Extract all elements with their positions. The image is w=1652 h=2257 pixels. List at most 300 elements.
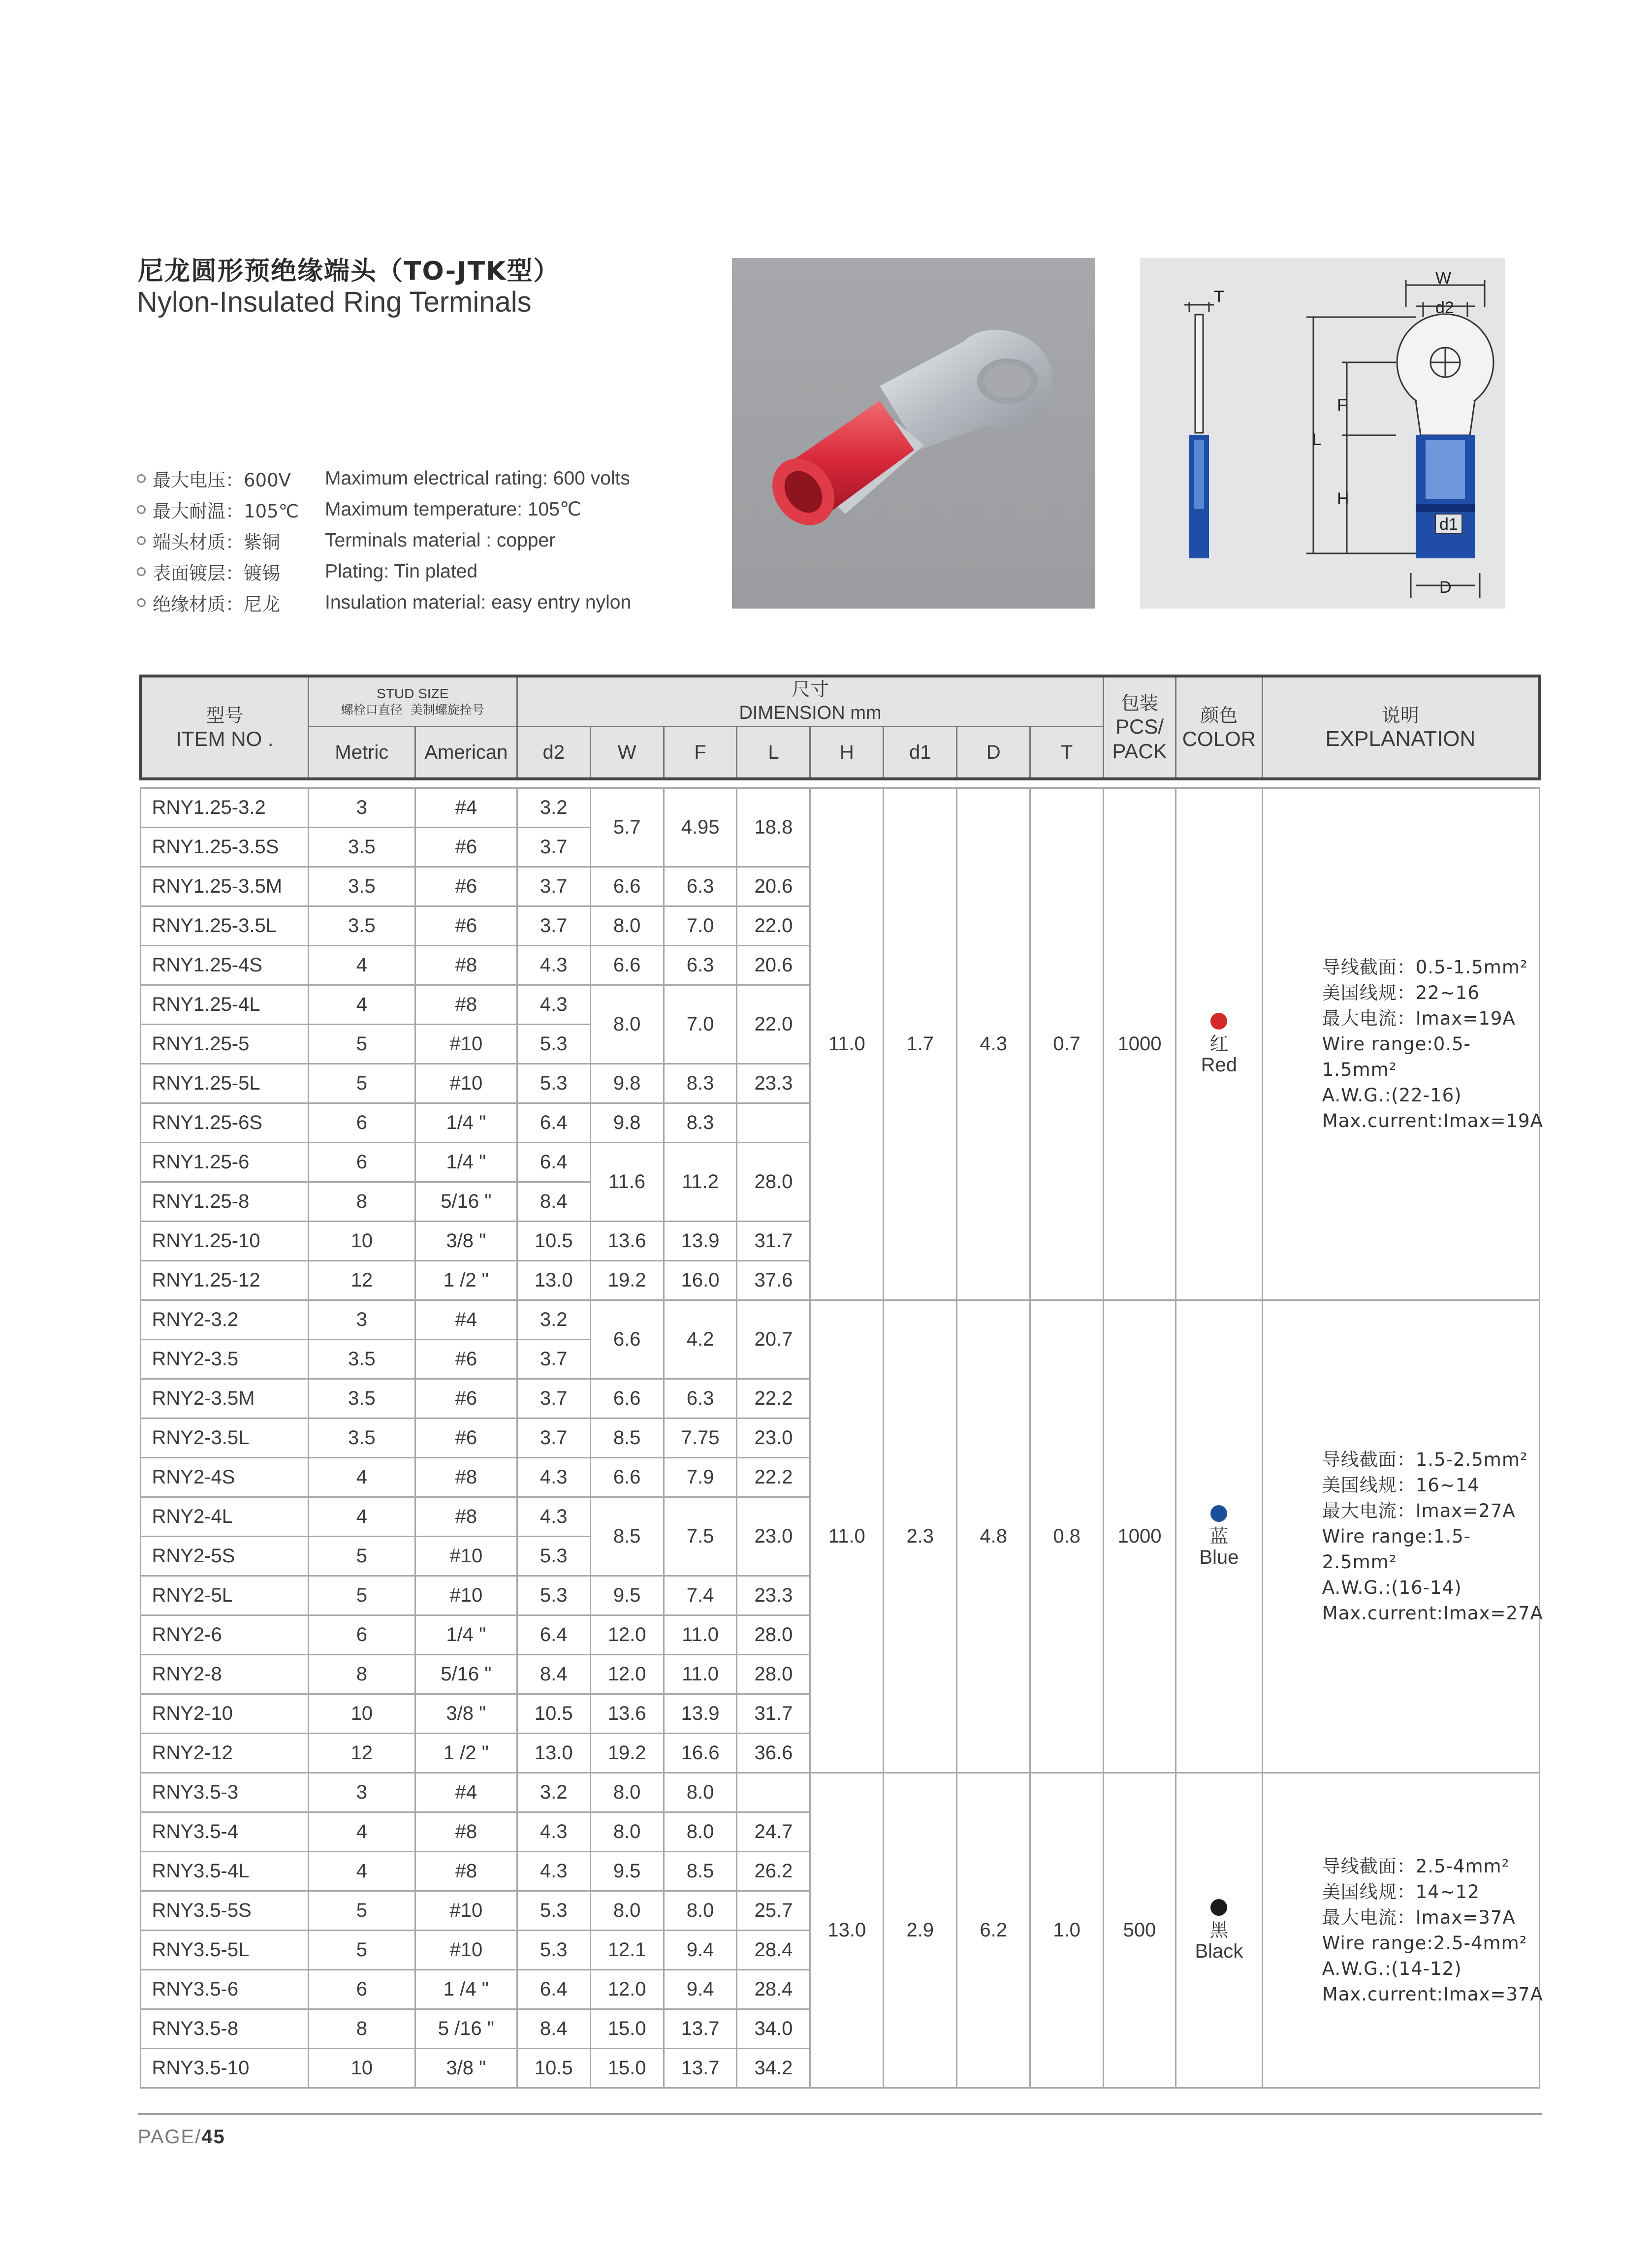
cell-metric: 3.5 (308, 1340, 415, 1379)
cell-W: 8.0 (590, 985, 664, 1064)
spec-item (137, 525, 718, 556)
product-photo (732, 258, 1095, 609)
header-L: L (737, 727, 810, 779)
cell-item: RNY1.25-10 (140, 1222, 308, 1261)
spec-cn: 表面镀层：镀锡 (153, 562, 280, 584)
cell-F: 9.4 (664, 1931, 737, 1970)
header-d2: d2 (517, 727, 590, 779)
terminal-dimension-diagram (1140, 258, 1505, 609)
cell-F: 8.0 (664, 1812, 737, 1852)
cell-W: 11.6 (590, 1143, 664, 1222)
cell-d2: 5.3 (517, 1064, 590, 1103)
cell-item: RNY1.25-3.2 (140, 788, 308, 828)
cell-L: 23.3 (737, 1576, 810, 1615)
cell-F: 7.9 (664, 1458, 737, 1497)
cell-american: #10 (415, 1576, 517, 1615)
cell-F: 8.5 (664, 1852, 737, 1891)
spec-cn: 最大电压：600V (153, 469, 291, 491)
cell-d2: 3.7 (517, 906, 590, 946)
cell-W: 15.0 (590, 2009, 664, 2049)
explanation-line: 导线截面：0.5-1.5mm² (1322, 956, 1528, 978)
spec-item (137, 556, 718, 587)
cell-F: 7.75 (664, 1419, 737, 1458)
cell-d2: 8.4 (517, 2009, 590, 2049)
cell-d1: 2.3 (884, 1300, 957, 1773)
label-D: D (1439, 578, 1452, 597)
cell-d2: 5.3 (517, 1537, 590, 1576)
cell-d2: 5.3 (517, 1025, 590, 1064)
cell-metric: 8 (308, 1182, 415, 1222)
cell-item: RNY3.5-3 (140, 1773, 308, 1812)
cell-metric: 6 (308, 1103, 415, 1143)
cell-L: 22.0 (737, 985, 810, 1064)
cell-item: RNY1.25-4L (140, 985, 308, 1025)
cell-item: RNY2-3.5M (140, 1379, 308, 1419)
header-dimension: 尺寸 DIMENSION mm (517, 676, 1103, 727)
cell-d1: 2.9 (884, 1773, 957, 2088)
cell-F: 16.0 (664, 1261, 737, 1300)
explanation-line: 美国线规：14~12 (1322, 1881, 1480, 1902)
cell-american: #8 (415, 946, 517, 985)
cell-item: RNY1.25-6 (140, 1143, 308, 1182)
bullet-icon (137, 598, 146, 607)
cell-L: 28.0 (737, 1615, 810, 1655)
cell-d1: 1.7 (884, 788, 957, 1300)
spec-item (137, 494, 718, 525)
cell-metric: 4 (308, 946, 415, 985)
cell-F: 11.0 (664, 1615, 737, 1655)
cell-L: 22.0 (737, 906, 810, 946)
cell-american: #6 (415, 867, 517, 906)
cell-metric: 4 (308, 1852, 415, 1891)
spec-cn: 最大耐温：105℃ (153, 500, 299, 522)
cell-F: 6.3 (664, 867, 737, 906)
cell-item: RNY2-3.5L (140, 1419, 308, 1458)
cell-american: 1 /2 " (415, 1734, 517, 1773)
cell-W: 19.2 (590, 1261, 664, 1300)
cell-pack: 1000 (1104, 788, 1176, 1300)
explanation-line: 最大电流：Imax=19A (1322, 1007, 1516, 1029)
cell-W: 6.6 (590, 1300, 664, 1379)
cell-american: #8 (415, 985, 517, 1025)
cell-american: #6 (415, 1419, 517, 1458)
bullet-icon (137, 536, 146, 545)
cell-W: 9.8 (590, 1103, 664, 1143)
cell-item: RNY2-4L (140, 1497, 308, 1537)
cell-L: 36.6 (737, 1734, 810, 1773)
cell-F: 11.2 (664, 1143, 737, 1222)
cell-pack: 1000 (1104, 1300, 1176, 1773)
cell-color (1175, 788, 1262, 1300)
cell-d2: 13.0 (517, 1734, 590, 1773)
spec-en: Plating: Tin plated (325, 560, 478, 582)
cell-L: 34.0 (737, 2009, 810, 2049)
cell-metric: 4 (308, 1812, 415, 1852)
cell-metric: 10 (308, 1694, 415, 1734)
cell-W: 12.1 (590, 1931, 664, 1970)
cell-american: 5 /16 " (415, 2009, 517, 2049)
label-d1: d1 (1439, 515, 1458, 534)
cell-L: 22.2 (737, 1379, 810, 1419)
cell-american: #10 (415, 1064, 517, 1103)
cell-metric: 6 (308, 1970, 415, 2009)
header-item: 型号 ITEM NO . (140, 676, 308, 779)
explanation-line: Wire range:0.5-1.5mm² (1322, 1033, 1471, 1080)
cell-american: 1/4 " (415, 1143, 517, 1182)
cell-metric: 10 (308, 2049, 415, 2088)
explanation-line: 导线截面：1.5-2.5mm² (1322, 1449, 1528, 1470)
cell-metric: 12 (308, 1734, 415, 1773)
cell-L: 28.4 (737, 1970, 810, 2009)
cell-T: 0.7 (1030, 788, 1104, 1300)
cell-item: RNY1.25-8 (140, 1182, 308, 1222)
cell-F: 7.0 (664, 906, 737, 946)
label-F: F (1337, 396, 1347, 415)
cell-F: 13.9 (664, 1222, 737, 1261)
spec-list (137, 463, 718, 618)
cell-T: 0.8 (1030, 1300, 1104, 1773)
cell-L: 23.0 (737, 1419, 810, 1458)
page-title-en: Nylon-Insulated Ring Terminals (137, 286, 532, 318)
cell-item: RNY1.25-3.5L (140, 906, 308, 946)
cell-L: 18.8 (737, 788, 810, 867)
header-H: H (810, 727, 884, 779)
cell-item: RNY1.25-3.5S (140, 828, 308, 867)
explanation-line: Max.current:Imax=27A (1322, 1602, 1543, 1624)
cell-american: #6 (415, 906, 517, 946)
cell-american: #8 (415, 1852, 517, 1891)
cell-item: RNY1.25-4S (140, 946, 308, 985)
cell-d2: 4.3 (517, 946, 590, 985)
cell-d2: 3.7 (517, 828, 590, 867)
color-en: Red (1201, 1054, 1238, 1076)
table-row (140, 1773, 1539, 1812)
cell-metric: 8 (308, 2009, 415, 2049)
spec-table (139, 675, 1541, 2089)
explanation-line: Max.current:Imax=19A (1322, 1110, 1543, 1131)
cell-american: 1 /4 " (415, 1970, 517, 2009)
cell-F: 16.6 (664, 1734, 737, 1773)
cell-american: #10 (415, 1537, 517, 1576)
cell-d2: 3.2 (517, 1300, 590, 1340)
cell-d2: 6.4 (517, 1143, 590, 1182)
cell-d2: 6.4 (517, 1615, 590, 1655)
cell-F: 7.0 (664, 985, 737, 1064)
color-dot-icon (1210, 1013, 1227, 1030)
cell-american: #10 (415, 1931, 517, 1970)
cell-L: 31.7 (737, 1222, 810, 1261)
cell-metric: 3.5 (308, 867, 415, 906)
cell-item: RNY2-8 (140, 1655, 308, 1694)
cell-item: RNY2-12 (140, 1734, 308, 1773)
cell-L: 23.3 (737, 1064, 810, 1103)
cell-metric: 5 (308, 1064, 415, 1103)
cell-L: 37.6 (737, 1261, 810, 1300)
label-T: T (1214, 288, 1224, 306)
cell-F: 6.3 (664, 1379, 737, 1419)
cell-metric: 3 (308, 788, 415, 828)
cell-metric: 10 (308, 1222, 415, 1261)
ring-terminal-photo (732, 258, 1095, 609)
cell-L: 26.2 (737, 1852, 810, 1891)
cell-W: 8.0 (590, 1773, 664, 1812)
cell-item: RNY2-6 (140, 1615, 308, 1655)
cell-d2: 3.7 (517, 1340, 590, 1379)
cell-metric: 4 (308, 1497, 415, 1537)
cell-W: 6.6 (590, 1379, 664, 1419)
cell-D: 4.8 (957, 1300, 1030, 1773)
cell-d2: 3.7 (517, 1379, 590, 1419)
cell-L: 23.0 (737, 1497, 810, 1576)
cell-W: 9.5 (590, 1852, 664, 1891)
cell-W: 12.0 (590, 1655, 664, 1694)
cell-d2: 4.3 (517, 1812, 590, 1852)
label-L: L (1312, 430, 1322, 449)
explanation-line: Wire range:2.5-4mm² (1322, 1932, 1527, 1954)
cell-explanation (1262, 1300, 1543, 1773)
color-cn: 黑 (1209, 1919, 1229, 1941)
table-row (140, 788, 1539, 828)
cell-L: 20.6 (737, 867, 810, 906)
cell-d2: 8.4 (517, 1655, 590, 1694)
cell-item: RNY1.25-3.5M (140, 867, 308, 906)
cell-F: 7.5 (664, 1497, 737, 1576)
table-header (140, 676, 1539, 779)
cell-metric: 5 (308, 1576, 415, 1615)
cell-W: 19.2 (590, 1734, 664, 1773)
cell-d2: 4.3 (517, 1852, 590, 1891)
cell-item: RNY3.5-4L (140, 1852, 308, 1891)
cell-F: 4.2 (664, 1300, 737, 1379)
cell-L: 31.7 (737, 1694, 810, 1734)
cell-metric: 3 (308, 1773, 415, 1812)
cell-american: 3/8 " (415, 1694, 517, 1734)
spec-cn: 绝缘材质：尼龙 (153, 593, 280, 615)
cell-W: 6.6 (590, 946, 664, 985)
cell-metric: 5 (308, 1891, 415, 1931)
cell-american: #4 (415, 1773, 517, 1812)
table-body (140, 788, 1543, 2088)
cell-item: RNY2-3.5 (140, 1340, 308, 1379)
cell-d2: 3.2 (517, 1773, 590, 1812)
cell-d2: 8.4 (517, 1182, 590, 1222)
bullet-icon (137, 474, 146, 483)
header-explanation: 说明 EXPLANATION (1262, 676, 1539, 779)
cell-L: 24.7 (737, 1812, 810, 1852)
footer-divider (138, 2113, 1542, 2115)
header-F: F (664, 727, 737, 779)
color-dot-icon (1210, 1505, 1227, 1522)
cell-d2: 13.0 (517, 1261, 590, 1300)
header-W: W (590, 727, 664, 779)
cell-metric: 12 (308, 1261, 415, 1300)
label-H: H (1337, 489, 1349, 508)
cell-L: 25.7 (737, 1891, 810, 1931)
cell-item: RNY2-10 (140, 1694, 308, 1734)
cell-american: #10 (415, 1025, 517, 1064)
header-color: 颜色 COLOR (1175, 676, 1262, 779)
label-W: W (1435, 269, 1452, 288)
cell-american: #4 (415, 1300, 517, 1340)
cell-american: #4 (415, 788, 517, 828)
cell-metric: 3 (308, 1300, 415, 1340)
cell-L: 28.4 (737, 1931, 810, 1970)
cell-W: 6.6 (590, 1458, 664, 1497)
cell-american: #6 (415, 828, 517, 867)
spec-en: Terminals material : copper (325, 529, 556, 551)
cell-W: 9.5 (590, 1576, 664, 1615)
cell-item: RNY1.25-6S (140, 1103, 308, 1143)
cell-d2: 4.3 (517, 1497, 590, 1537)
header-metric: Metric (308, 727, 415, 779)
cell-item: RNY1.25-5L (140, 1064, 308, 1103)
cell-item: RNY3.5-10 (140, 2049, 308, 2088)
cell-W: 8.5 (590, 1419, 664, 1458)
cell-H: 11.0 (810, 1300, 884, 1773)
cell-item: RNY2-5L (140, 1576, 308, 1615)
cell-d2: 3.7 (517, 1419, 590, 1458)
spec-en: Maximum temperature: 105℃ (325, 499, 581, 520)
explanation-line: A.W.G.:(16-14) (1322, 1577, 1462, 1598)
header-T: T (1030, 727, 1104, 779)
header-american: American (415, 727, 517, 779)
cell-american: 1 /2 " (415, 1261, 517, 1300)
explanation-line: 最大电流：Imax=27A (1322, 1500, 1516, 1521)
cell-metric: 5 (308, 1931, 415, 1970)
spec-item (137, 463, 718, 494)
cell-W: 12.0 (590, 1970, 664, 2009)
cell-item: RNY2-3.2 (140, 1300, 308, 1340)
cell-american: #8 (415, 1812, 517, 1852)
cell-d2: 4.3 (517, 1458, 590, 1497)
header-pack: 包装 PCS/ PACK (1104, 676, 1176, 779)
label-d2: d2 (1435, 298, 1454, 317)
cell-color (1175, 1773, 1262, 2088)
cell-metric: 5 (308, 1537, 415, 1576)
cell-F: 13.7 (664, 2009, 737, 2049)
cell-item: RNY2-5S (140, 1537, 308, 1576)
header-stud-size: STUD SIZE 螺栓口直径 美制螺旋拴号 (308, 676, 517, 727)
cell-L (737, 1103, 810, 1143)
cell-metric: 6 (308, 1143, 415, 1182)
cell-F: 13.9 (664, 1694, 737, 1734)
cell-W: 8.0 (590, 906, 664, 946)
cell-metric: 5 (308, 1025, 415, 1064)
cell-W: 6.6 (590, 867, 664, 906)
cell-metric: 4 (308, 985, 415, 1025)
color-cn: 蓝 (1209, 1525, 1229, 1547)
cell-W: 13.6 (590, 1694, 664, 1734)
cell-L: 34.2 (737, 2049, 810, 2088)
explanation-line: 美国线规：22~16 (1322, 982, 1480, 1003)
cell-item: RNY3.5-4 (140, 1812, 308, 1852)
cell-color (1175, 1300, 1262, 1773)
cell-explanation (1262, 788, 1543, 1300)
cell-W: 8.5 (590, 1497, 664, 1576)
cell-W: 15.0 (590, 2049, 664, 2088)
cell-american: 5/16 " (415, 1655, 517, 1694)
page-number: PAGE/45 (138, 2126, 225, 2148)
cell-american: 3/8 " (415, 1222, 517, 1261)
cell-F: 9.4 (664, 1970, 737, 2009)
spec-en: Insulation material: easy entry nylon (325, 591, 632, 613)
cell-L: 28.0 (737, 1143, 810, 1222)
explanation-line: Max.current:Imax=37A (1322, 1983, 1543, 2005)
cell-L: 22.2 (737, 1458, 810, 1497)
cell-L: 28.0 (737, 1655, 810, 1694)
cell-metric: 6 (308, 1615, 415, 1655)
explanation-line: A.W.G.:(14-12) (1322, 1958, 1462, 1979)
cell-american: #8 (415, 1497, 517, 1537)
explanation-line: 美国线规：16~14 (1322, 1474, 1480, 1496)
cell-L: 20.7 (737, 1300, 810, 1379)
page-title-cn: 尼龙圆形预绝缘端头（TO-JTK型） (138, 257, 560, 286)
explanation-line: Wire range:1.5-2.5mm² (1322, 1525, 1471, 1573)
header-D: D (957, 727, 1030, 779)
header-d1: d1 (884, 727, 957, 779)
cell-d2: 3.2 (517, 788, 590, 828)
cell-F: 8.0 (664, 1773, 737, 1812)
cell-d2: 6.4 (517, 1970, 590, 2009)
color-cn: 红 (1209, 1032, 1229, 1055)
cell-d2: 5.3 (517, 1576, 590, 1615)
spec-en: Maximum electrical rating: 600 volts (325, 467, 630, 489)
cell-d2: 10.5 (517, 1222, 590, 1261)
cell-D: 6.2 (957, 1773, 1030, 2088)
cell-F: 7.4 (664, 1576, 737, 1615)
cell-american: 5/16 " (415, 1182, 517, 1222)
cell-american: 1/4 " (415, 1103, 517, 1143)
cell-metric: 3.5 (308, 1419, 415, 1458)
color-dot-icon (1210, 1899, 1227, 1916)
cell-F: 8.3 (664, 1064, 737, 1103)
color-en: Blue (1199, 1546, 1239, 1568)
cell-american: #6 (415, 1340, 517, 1379)
cell-W: 8.0 (590, 1891, 664, 1931)
cell-d2: 5.3 (517, 1891, 590, 1931)
cell-d2: 10.5 (517, 2049, 590, 2088)
explanation-line: A.W.G.:(22-16) (1322, 1084, 1462, 1106)
cell-metric: 3.5 (308, 1379, 415, 1419)
cell-W: 8.0 (590, 1812, 664, 1852)
cell-F: 11.0 (664, 1655, 737, 1694)
cell-american: #8 (415, 1458, 517, 1497)
cell-american: 3/8 " (415, 2049, 517, 2088)
explanation-line: 导线截面：2.5-4mm² (1322, 1855, 1510, 1877)
cell-metric: 3.5 (308, 906, 415, 946)
cell-W: 9.8 (590, 1064, 664, 1103)
table-row (140, 1300, 1539, 1340)
cell-american: #10 (415, 1891, 517, 1931)
cell-H: 11.0 (810, 788, 884, 1300)
cell-L: 20.6 (737, 946, 810, 985)
color-en: Black (1195, 1940, 1243, 1962)
cell-F: 4.95 (664, 788, 737, 867)
bullet-icon (137, 567, 146, 576)
cell-L (737, 1773, 810, 1812)
cell-d2: 5.3 (517, 1931, 590, 1970)
cell-d2: 3.7 (517, 867, 590, 906)
cell-H: 13.0 (810, 1773, 884, 2088)
cell-item: RNY3.5-5L (140, 1931, 308, 1970)
cell-item: RNY3.5-6 (140, 1970, 308, 2009)
cell-F: 8.3 (664, 1103, 737, 1143)
cell-item: RNY2-4S (140, 1458, 308, 1497)
cell-d2: 4.3 (517, 985, 590, 1025)
cell-american: 1/4 " (415, 1615, 517, 1655)
cell-item: RNY1.25-5 (140, 1025, 308, 1064)
bullet-icon (137, 505, 146, 514)
